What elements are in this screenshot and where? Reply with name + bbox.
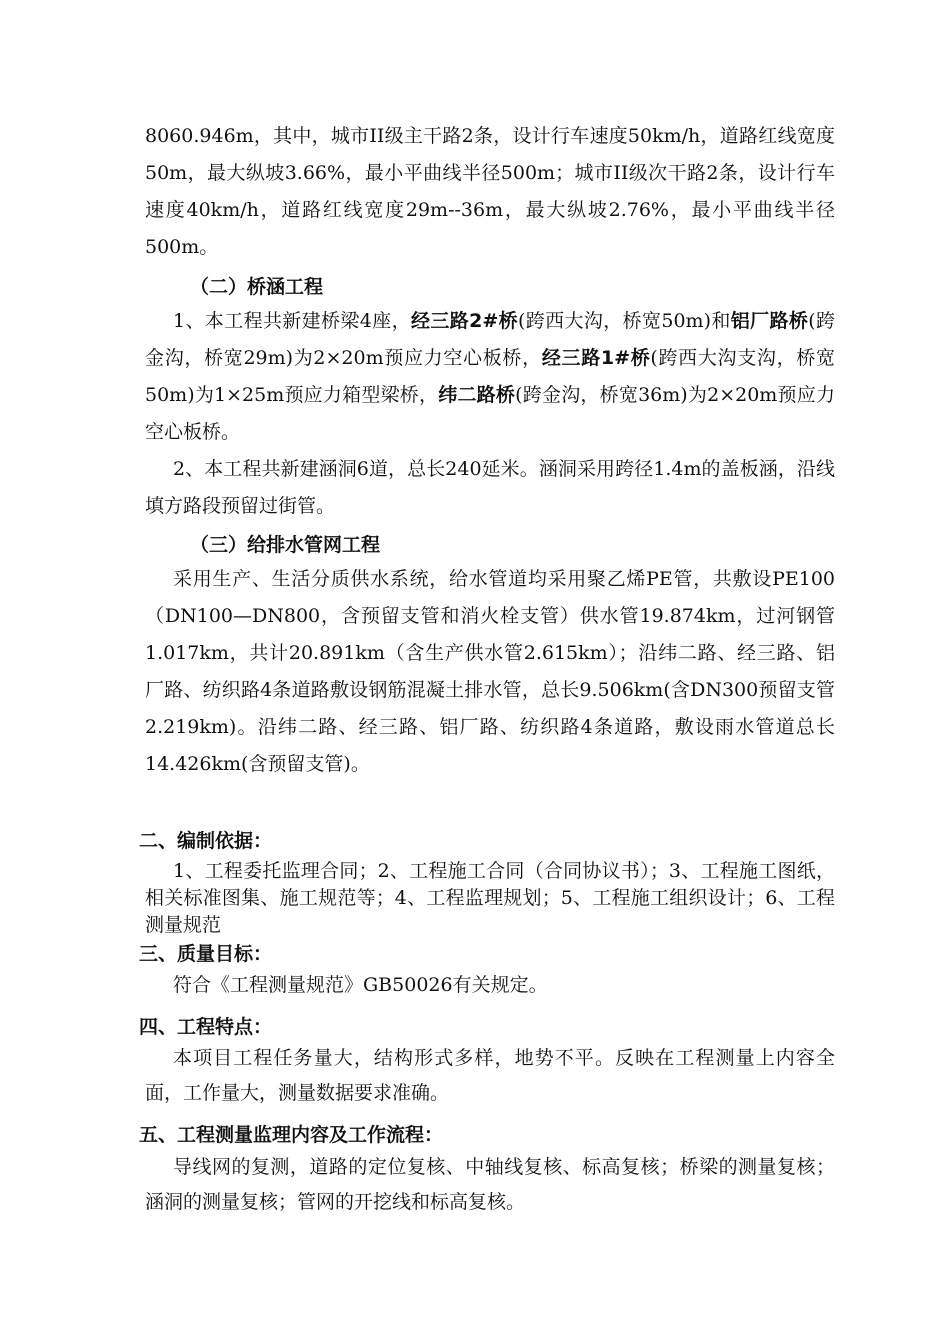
bridges-text-f: (跨金沟，桥宽36m)为2×20m预应力空心板桥。: [145, 384, 835, 443]
section-2-heading: 二、编制依据：: [139, 830, 273, 852]
bridges-paragraph-1: [145, 303, 835, 451]
section-3-paragraph: 符合《工程测量规范》GB50026有关规定。: [173, 974, 548, 996]
bridges-subtitle: （二）桥涵工程: [190, 276, 324, 298]
water-paragraph: 采用生产、生活分质供水系统，给水管道均采用聚乙烯PE管，共敷设PE100（DN100—DN800，含预留支管和消火栓支管）供水管19.874km，过河钢管1.017km，共计20.891km（含生产供水管2.615km）；沿纬二路、经三路、铝厂路、纺织路4条道路敷设钢筋混凝土排水管，总长9.506km(含DN300预留支管2.219km)。沿纬二路、经三路、铝厂路、纺织路4条道路，敷设雨水管道总长14.426km(含预留支管)。: [145, 568, 835, 775]
bridges-text-d: (跨金沟，桥宽29m)为2×20m预应力空心板桥，: [145, 310, 835, 369]
bridge-name-lvchang: 铝厂路桥: [730, 310, 809, 332]
water-subtitle: （三）给排水管网工程: [190, 534, 381, 556]
bridge-name-jingsan-2: 经三路2#桥: [411, 310, 518, 332]
bridge-name-jingsan-1: 经三路1#桥: [541, 347, 651, 369]
roads-paragraph: 8060.946m，其中，城市II级主干路2条，设计行车速度50km/h，道路红线宽度50m，最大纵坡3.66%，最小平曲线半径500m；城市II级次干路2条，设计行车速度40km/h，道路红线宽度29m--36m，最大纵坡2.76%，最小平曲线半径500m。: [145, 125, 835, 258]
section-2-paragraph: 1、工程委托监理合同；2、工程施工合同（合同协议书）；3、工程施工图纸，相关标准图集、施工规范等；4、工程监理规划；5、工程施工组织设计；6、工程测量规范: [145, 860, 835, 936]
bridges-text-e: (跨西大沟支沟，桥宽50m)为1×25m预应力箱型梁桥，: [145, 347, 835, 406]
section-5-heading: 五、工程测量监理内容及工作流程：: [139, 1124, 444, 1146]
section-4-heading: 四、工程特点：: [139, 1016, 273, 1038]
bridges-text-a: 1、本工程共新建桥梁4座，: [173, 310, 411, 332]
section-4-paragraph: 本项目工程任务量大，结构形式多样，地势不平。反映在工程测量上内容全面，工作量大，测量数据要求准确。: [145, 1047, 835, 1104]
section-3-heading: 三、质量目标：: [139, 943, 273, 965]
bridge-name-weier: 纬二路桥: [438, 384, 516, 406]
bridges-text-c: (跨西大沟，桥宽50m)和: [518, 310, 731, 332]
culverts-paragraph: 2、本工程共新建涵洞6道，总长240延米。涵洞采用跨径1.4m的盖板涵，沿线填方路段预留过街管。: [145, 458, 835, 517]
section-5-paragraph: 导线网的复测，道路的定位复核、中轴线复核、标高复核；桥梁的测量复核；涵洞的测量复核；管网的开挖线和标高复核。: [145, 1156, 835, 1213]
